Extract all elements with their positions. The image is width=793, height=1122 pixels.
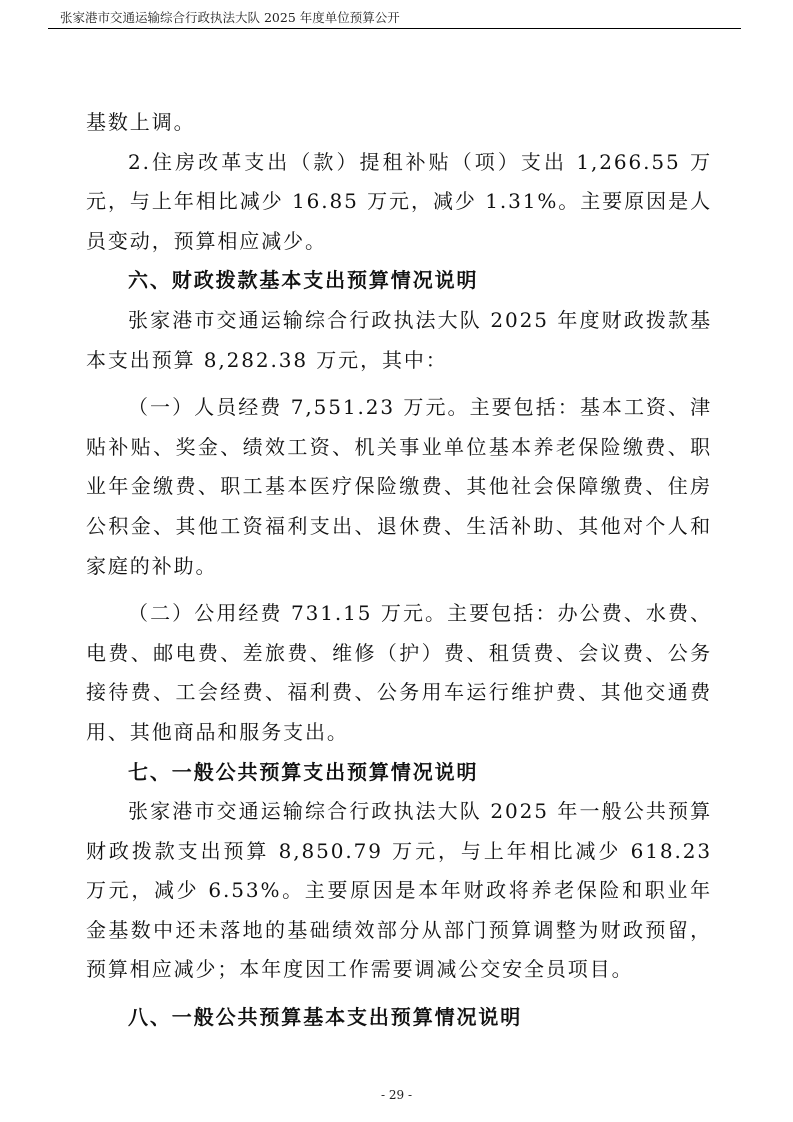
header-divider	[48, 28, 741, 29]
paragraph-basic-expenditure: 张家港市交通运输综合行政执法大队 2025 年度财政拨款基本支出预算 8,282.38 万元，其中：	[86, 307, 712, 372]
section-heading-6: 六、财政拨款基本支出预算情况说明	[128, 268, 479, 293]
paragraph-general-budget: 张家港市交通运输综合行政执法大队 2025 年一般公共预算财政拨款支出预算 8,850.79 万元，与上年相比减少 618.23 万元，减少 6.53%。主要原因是本年财政将养老保险和职业年金基数中还未落地的基础绩效部分从部门预算调整为财政预留，预算相应减少；本年度因工作需要调减公交安全员项目。	[86, 799, 712, 982]
section-heading-7: 七、一般公共预算支出预算情况说明	[128, 759, 479, 784]
paragraph-continuation: 基数上调。	[86, 110, 196, 134]
page-header: 张家港市交通运输综合行政执法大队 2025 年度单位预算公开	[60, 10, 400, 25]
document-body	[86, 103, 712, 1038]
paragraph-housing-reform: 2.住房改革支出（款）提租补贴（项）支出 1,266.55 万元，与上年相比减少 16.85 万元，减少 1.31%。主要原因是人员变动，预算相应减少。	[86, 149, 712, 253]
page-number: - 29 -	[380, 1088, 412, 1102]
paragraph-personnel-costs: （一）人员经费 7,551.23 万元。主要包括：基本工资、津贴补贴、奖金、绩效工资、机关事业单位基本养老保险缴费、职业年金缴费、职工基本医疗保险缴费、其他社会保障缴费、住房公积金、其他工资福利支出、退休费、生活补助、其他对个人和家庭的补助。	[86, 395, 712, 578]
paragraph-public-costs: （二）公用经费 731.15 万元。主要包括：办公费、水费、电费、邮电费、差旅费、维修（护）费、租赁费、会议费、公务接待费、工会经费、福利费、公务用车运行维护费、其他交通费用、其他商品和服务支出。	[86, 601, 712, 744]
section-heading-8: 八、一般公共预算基本支出预算情况说明	[128, 1005, 523, 1030]
